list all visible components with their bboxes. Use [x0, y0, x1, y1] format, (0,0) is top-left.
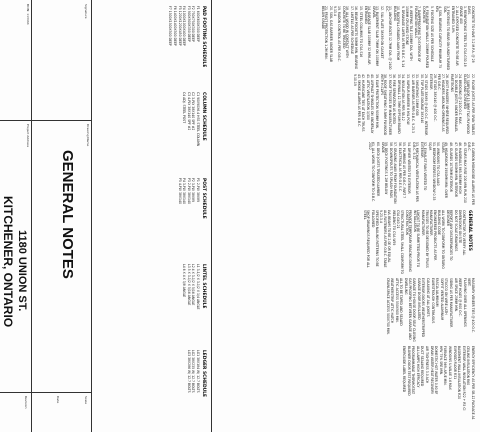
schedule-row: LG1 38X184 W/ 12.7 BOLTS: [196, 350, 200, 393]
note-item: 5. FOOTING SIZE AS PER SCHEDULE: [430, 6, 435, 62]
schedule-row: F3 900X900X350 DEEP: [186, 6, 191, 42]
note-item: 25. DOUBLE JOISTS UNDER PARALLEL PARTITIONS: [450, 74, 458, 132]
note-item: BLOWER DOOR TEST REQUIRED: [406, 346, 411, 396]
note-item: FLASHING OVER ALL OPENINGS: [462, 278, 467, 327]
notes-divider: [211, 0, 212, 432]
note-item: 3. FOOTINGS TO BEAR ON UNDISTURBED SOIL: [442, 6, 451, 71]
titleblock-mid-border: [31, 0, 32, 432]
ledger-schedule: [98, 350, 208, 426]
note-item: 43. SMOKE ALARMS AS PER O.B.C. 9.10.19: [352, 74, 361, 128]
note-item: 38. ROOF SHEATHING 9.5MM PLYWOOD WITH H-CLIPS: [379, 74, 388, 136]
note-item: 1. REINFORCING STEEL TO CSA G30.18 GRADE 400: [459, 6, 467, 67]
project-address-label: Project Address: [26, 124, 30, 148]
note-item: 33. VAPOUR BARRIER 6 MIL POLY: [406, 74, 411, 125]
notes-column-1: [214, 6, 474, 70]
note-item: 31. SHEATHING 11MM OSB: [415, 74, 420, 116]
note-item: WEATHERSTRIP ATTIC HATCH: [390, 278, 395, 324]
schedule-row: F2 750X750X300 DEEP: [191, 6, 196, 42]
note-item: 17. LINTELS AS PER SCHEDULE: [349, 6, 354, 55]
note-item: 10. BACKFILL GRADED AWAY FROM BUILDING: [392, 6, 401, 61]
lintel-schedule: [98, 264, 208, 344]
note-item: EAVESTROUGH CONTINUOUS: [430, 278, 435, 324]
note-item: WINDOWS U-VALUE 1.6 MAX: [448, 346, 453, 390]
note-item: 61. ALL WORK TO CONFORM TO O.B.C. 2012: [367, 142, 376, 203]
schedule-row: L2 4 X 3-1/2 X 5/16 ANGLE: [191, 264, 196, 306]
note-item: 23. SUBFLOOR 15.9MM T&G PLYWOOD GLUED AND SCREWED: [462, 74, 471, 134]
note-item: EXTERIOR DOORS WEATHERSTRIPPED: [421, 278, 426, 338]
note-item: 18. ALL WOOD IN CONTACT WITH CONCRETE TO BE TREATED: [341, 6, 350, 58]
note-item: 11. ANCHOR BOLTS 12.7MM DIA. @ 2400 O.C.: [384, 6, 393, 70]
note-item: 22. FLOOR JOISTS AS PER SPAN TABLES: [471, 74, 475, 135]
note-item: 2. ALL EXPOSED CONCRETE TO BE AIR ENTRAINED 5-8%: [451, 6, 459, 66]
note-item: GARAGE DOOR INSULATED: [416, 278, 421, 320]
note-item: 28. STUDS 38X140 @ 400 O.C. EXTERIOR: [429, 74, 437, 122]
note-item: WELDING TO CSA W59: [391, 210, 396, 246]
schedule-row: C3 4-PLY 38X140 SPF #2: [186, 92, 191, 131]
note-item: ENGINEERED PRODUCTS AS PER MANUFACTURER: [429, 210, 437, 261]
notes-column-2: [214, 74, 474, 138]
note-item: ENERGY EFFICIENCY AS PER SB-12 PACKAGE A1: [471, 346, 475, 420]
note-item: 60. DECK JOISTS TREATED LUMBER: [375, 142, 380, 197]
note-item: SIDING AS PER MANUFACTURER: [449, 278, 454, 328]
lintel-schedule-title: LINTEL SCHEDULE: [201, 264, 206, 309]
schedule-row: L1 3-1/2 X 3-1/2 X 1/4 ANGLE: [196, 264, 200, 310]
note-item: ATTIC ACCESS 550X900 MIN.: [394, 278, 399, 323]
general-notes-heading: GENERAL NOTES: [467, 210, 472, 251]
note-item: PROVIDE TEMPORARY BRACING DURING CONSTRUCTION: [404, 210, 413, 272]
note-item: CONTRACTOR TO VERIFY ALL DIMENSIONS ON SITE: [458, 210, 466, 256]
note-item: SOFFIT VENTED ALUMINUM: [439, 278, 444, 321]
note-item: ALL WORK TO CONFORM TO ONTARIO BUILDING CODE: [437, 210, 446, 269]
note-item: 49. HEADROOM 1950MM MIN. OVER STAIRS: [440, 142, 449, 199]
schedule-row: F6 1400X1400X500 DEEP: [173, 6, 178, 46]
titleblock-divider-1: [0, 120, 92, 121]
schedule-row: P1 2-PLY 38X89: [196, 178, 200, 202]
note-item: 7. DAMPPROOFING TO EXTERIOR OF FOUNDATION WALLS: [413, 6, 422, 63]
address-line-2: KITCHENER, ONTARIO: [1, 196, 15, 328]
note-item: 24. BRIDGING @ 2100 O.C. MAX.: [458, 74, 463, 125]
note-item: 8. WEEPING TILE 100MM DIA. WITH 150MM CRUSHED STONE: [405, 6, 414, 61]
column-schedule-title: COLUMN SCHEDULE: [201, 92, 206, 141]
pad-footing-title: PAD FOOTING SCHEDULE: [201, 6, 206, 68]
bcin-label: BCIN: 113464: [26, 4, 30, 25]
drawing-name-label: Drawing Name: [86, 124, 90, 147]
schedule-row: F5 1200X1200X450 DEEP: [177, 6, 182, 46]
note-item: 51. BEDROOM EGRESS WINDOW 0.35 SQ.M.: [428, 142, 436, 201]
note-item: WEEP HOLES @ 800 O.C.: [458, 278, 463, 317]
note-item: 29. STUDS 38X89 @ 400 O.C. INTERIOR: [424, 74, 429, 136]
note-item: 58. DOWNSPOUTS TO SPLASH PADS: [388, 142, 393, 198]
note-item: GAS PROOFING BETWEEN GARAGE AND DWELLING: [404, 278, 412, 340]
schedule-row: LG2 38X235 W/ 12.7 BOLTS: [191, 350, 196, 393]
note-item: 42. HURRICANE TIES AT EACH TRUSS: [361, 74, 366, 132]
note-item: DRAIN WATER HEAT RECOVERY: [429, 346, 434, 395]
note-item: 19. RADON CONTROL AS PER O.B.C. 9.13.4: [333, 6, 341, 62]
schedule-row: LG3 38X286 W/ 12.7 BOLTS: [186, 350, 191, 393]
note-item: 50. WINDOWS TO CSA A440: [436, 142, 441, 186]
note-item: MASONRY VENEER TIES @ 400 O.C. VERT.: [467, 278, 475, 333]
ledger-schedule-title: LEDGER SCHEDULE: [201, 350, 206, 398]
schedule-row: F4 1000X1000X400 DEEP: [182, 6, 187, 46]
note-item: 44. CARBON MONOXIDE ALARMS AS PER O.B.C.: [467, 142, 475, 205]
schedule-row: C2 3-PLY 38X140 SPF #2: [191, 92, 196, 131]
note-item: ALL TO BE TAPED AND SEALED: [399, 278, 404, 326]
note-item: 14. GARAGE SLAB 100MM 32 MPA AIR ENTRAINED: [363, 6, 372, 65]
note-item: 12. SILL PLATE 38X89 ON GASKET: [379, 6, 384, 59]
date-label: Date: [56, 396, 60, 404]
note-item: 30. TOP PLATE DOUBLE 38X140: [419, 74, 424, 124]
note-item: CEILING INSULATION R60: [466, 346, 471, 386]
note-item: 45. STAIRS MAX RISE 200 MIN RUN 210: [462, 142, 467, 203]
note-item: STUCCO ON WIRE LATH: [444, 278, 449, 315]
note-item: ALL FASTENERS AS PER O.B.C. TABLE 9.23.3.4: [379, 210, 387, 268]
note-item: SPECIFIED NAILING PATTERNS TO BE FOLLOWED: [370, 210, 379, 267]
note-item: 52. EXHAUST FANS VENTED TO EXTERIOR: [419, 142, 428, 191]
note-item: 36. FIRE SEPARATION AS NOTED: [392, 74, 397, 124]
note-item: EXPOSED FLOOR R31: [452, 346, 457, 380]
note-item: SHOP DRAWINGS REQUIRED FOR ALL STEEL: [362, 210, 371, 268]
note-item: 41. ATTIC VENTILATION 1/300: [365, 74, 370, 120]
note-item: 47. GUARDS 900MM MIN. INTERIOR: [453, 142, 458, 197]
note-item: FASCIA ALUMINUM: [435, 278, 440, 307]
titleblock-top-border: [91, 0, 92, 432]
note-item: 57. GRADING AWAY FROM FOUNDATION: [393, 142, 398, 204]
note-item: FURNACE 96% AFUE MIN.: [443, 346, 448, 386]
note-item: 46. HANDRAILS 865-965MM HIGH: [458, 142, 463, 194]
note-item: 40. ASPHALT SHINGLES ON UNDERLAY: [370, 74, 375, 134]
note-item: DO NOT SCALE DRAWINGS: [453, 210, 458, 252]
note-item: 21. FROST PROTECTION 1.2M MIN. BELOW GRADE: [320, 6, 329, 60]
note-item: DUCT SEALING REQUIRED: [420, 346, 425, 387]
note-item: 9. DRAINAGE LAYER AS PER O.B.C. 9.14: [400, 6, 405, 68]
note-item: 59. DECK FOOTINGS 1.2M BELOW GRADE: [380, 142, 389, 195]
note-item: 34. INSULATION AS PER SB-12: [401, 74, 406, 121]
schedule-row: L4 6 X 4 X 3/8 ANGLE: [182, 264, 187, 298]
note-item: 32. AIR BARRIER AS PER O.B.C. 9.25.3: [410, 74, 415, 133]
note-item: 55. PLUMBING AS PER O.B.C. PART 7: [402, 142, 407, 199]
notes-column-6: [214, 346, 474, 426]
schedule-row: C1 90X90X6.4 HSS STEEL COLUMN: [196, 92, 200, 147]
revision-label: Revision: [24, 396, 28, 409]
signature-label: Signature: [84, 4, 88, 19]
note-item: 37. ROOF TRUSSES BY MANUFACTURER: [387, 74, 392, 136]
schedule-row: P5 4-PLY 38X140: [177, 178, 182, 204]
note-item: AIR SPACE 25MM MIN.: [453, 278, 458, 313]
note-item: AIR TIGHTNESS 3.0 ACH: [425, 346, 430, 384]
note-item: 6. FOUNDATION WALLS 200MM POURED CONCRETE: [421, 6, 430, 69]
note-item: 53. MECHANICAL VENTILATION AS PER O.B.C. 9.32: [411, 142, 420, 202]
note-item: STRUCTURAL STEEL SHALL CONFORM TO CSA G40.21: [396, 210, 405, 274]
note-item: 20. SOIL GAS BARRIER UNDER SLAB: [328, 6, 333, 62]
note-item: REPORT ANY DISCREPANCIES TO DESIGNER: [445, 210, 454, 261]
note-item: 48. GUARDS 1070MM EXTERIOR: [449, 142, 454, 192]
note-item: ALL LAMPS HIGH EFFICACY: [415, 346, 420, 388]
note-item: CONCRETE TO HAVE 3.2 M.P.A. @ 28 DAYS.: [467, 6, 475, 63]
note-item: CAULKING AT ALL JOINTS: [426, 278, 431, 317]
titleblock-divider-2: [0, 392, 92, 393]
schedule-row: F1 600X600X300 DEEP: [196, 6, 200, 42]
note-item: 54. DRYER VENTED TO EXTERIOR: [407, 142, 412, 194]
note-item: 13. BASEMENT SLAB 75MM ON 100MM GRAVEL: [371, 6, 380, 67]
notes-column-4: [214, 210, 474, 274]
schedule-row: P3 2-PLY 38X140: [186, 178, 191, 204]
note-item: 35. DRYWALL 12.7MM GYPSUM BOARD: [396, 74, 401, 134]
note-item: ENERGUIDE LABEL REQUIRED: [402, 346, 407, 393]
note-item: 26. JOIST HANGERS WHERE REQUIRED: [445, 74, 450, 134]
schedule-row: F7 1500X1500X500 DEEP: [168, 6, 173, 46]
schedule-row: P2 3-PLY 38X89: [191, 178, 196, 202]
note-item: 16. BEAM POCKETS 90MM MIN. BEARING: [354, 6, 359, 70]
schedule-row: P4 3-PLY 38X140: [182, 178, 187, 204]
note-item: DOMESTIC HOT WATER 0.80 EF: [434, 346, 439, 395]
note-item: PROGRAMMABLE THERMOSTAT: [411, 346, 416, 395]
post-schedule: [98, 178, 208, 258]
note-item: LAYOUT TO BE SUBMITTED PRIOR TO INSTALLATION: [412, 210, 421, 268]
note-item: 15. STEEL COLUMNS TO CSA S16: [358, 6, 363, 58]
note-item: GARAGE TO HOUSE DOOR SELF CLOSING: [412, 278, 417, 342]
note-item: CRAWLSPACE ACCESS 500X700 MIN.: [385, 278, 390, 335]
schedule-row: L3 5 X 3-1/2 X 5/16 ANGLE: [186, 264, 191, 306]
note-item: HRV 75% SRE MIN.: [438, 346, 443, 376]
drawing-title: GENERAL NOTES: [59, 150, 76, 279]
note-item: BASEMENT WALL INSULATION R20: [457, 346, 462, 400]
column-schedule: [98, 92, 208, 172]
note-item: LVL BEAMS TO BE 2.0E OR EQUAL: [387, 210, 392, 263]
notes-column-3: [214, 142, 474, 206]
note-item: 56. ELECTRICAL AS PER O.E.S.C.: [397, 142, 402, 192]
note-item: 39. EAVE PROTECTION 900MM MIN.: [374, 74, 379, 129]
note-item: 27. HEADERS AROUND OPENINGS AS PER O.B.C.: [437, 74, 445, 132]
address-line-1: 1180 UNION ST.: [16, 230, 28, 312]
schedule-row: C4 ADJ. STEEL POST: [182, 92, 187, 124]
note-item: TRUSSES TO BE DESIGNED BY TRUSS MANUFACTURER: [421, 210, 429, 268]
note-item: 4. SOIL BEARING CAPACITY MINIMUM 75 KPA: [434, 6, 443, 69]
notes-column-5: [214, 278, 474, 342]
note-item: EXTERIOR WALL INSULATION R22 + R5 CI: [461, 346, 466, 411]
scale-label: Scale: [84, 396, 88, 405]
pad-footing-schedule: [98, 6, 208, 86]
post-schedule-title: POST SCHEDULE: [201, 178, 206, 219]
